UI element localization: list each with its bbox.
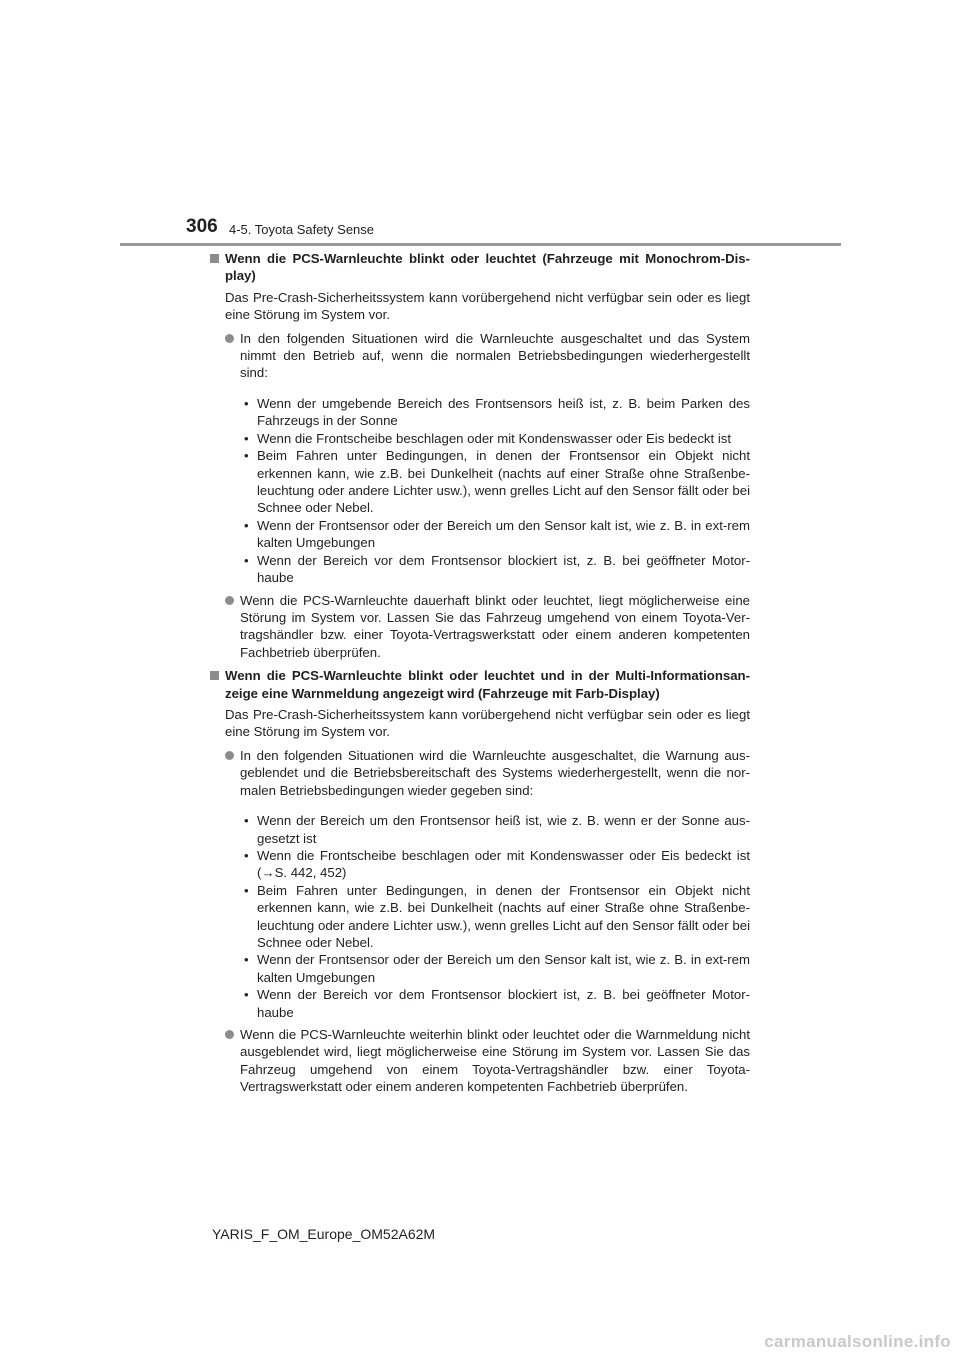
footer-doc-id: YARIS_F_OM_Europe_OM52A62M (212, 1226, 436, 1242)
bullet-item (240, 552, 750, 587)
section-heading (210, 250, 750, 285)
circle-bullet-icon (225, 596, 234, 605)
bullet-text: Wenn die Frontscheibe beschlagen oder mit Kondenswasser oder Eis bedeckt ist (257, 430, 732, 446)
section-intro: Das Pre-Crash-Sicherheitssystem kann vorübergehend nicht verfügbar sein oder es liegt eine Störung im System vor. (225, 706, 750, 740)
page-content (210, 250, 750, 1102)
dot-bullet-icon: • (244, 987, 249, 1003)
bullet-text: Wenn der Frontsensor oder der Bereich um den Sensor kalt ist, wie z. B. in ext-rem kalten Umgebungen (257, 952, 750, 985)
circle-bullet-icon (225, 334, 234, 343)
bullet-text: Wenn der Bereich vor dem Frontsensor blockiert ist, z. B. bei geöffneter Motor-haube (257, 987, 750, 1020)
dot-bullet-icon: • (244, 430, 249, 446)
bullet-item (240, 517, 750, 552)
dot-bullet-icon: • (244, 952, 249, 968)
dot-bullet-icon: • (244, 813, 249, 829)
bullet-item (240, 812, 750, 847)
bullet-text: Wenn der Bereich vor dem Frontsensor blockiert ist, z. B. bei geöffneter Motor-haube (257, 552, 750, 586)
bullet-item (240, 951, 750, 986)
section-intro: Das Pre-Crash-Sicherheitssystem kann vorübergehend nicht verfügbar sein oder es liegt eine Störung im System vor. (225, 289, 750, 323)
bullet-item (240, 882, 750, 952)
section-heading-text: Wenn die PCS-Warnleuchte blinkt oder leuchtet (Fahrzeuge mit Monochrom-Dis-play) (225, 251, 750, 284)
dot-bullet-icon: • (244, 847, 249, 863)
bullet-item (240, 430, 750, 447)
bullet-list (240, 812, 750, 1021)
bullet-text: Beim Fahren unter Bedingungen, in denen der Frontsensor ein Objekt nicht erkennen kann, wie z.B. bei Dunkelheit (nachts auf einer Straße ohne Straßenbe-leuchtung oder andere Lichter usw.), wenn grelles Licht auf den Sensor fällt oder bei Schnee oder Nebel. (257, 448, 750, 516)
circle-item-text: In den folgenden Situationen wird die Warnleuchte ausgeschaltet und das System nimmt den Betrieb auf, wenn die normalen Betriebsbedingungen wiederhergestellt sind: (240, 330, 750, 381)
page-header (0, 0, 960, 250)
circle-item-text: In den folgenden Situationen wird die Warnleuchte ausgeschaltet, die Warnung aus-geblendet und die Betriebsbereitschaft des Systems wiederhergestellt, wenn die nor-malen Betriebsbedingungen wieder gegeben sind: (240, 747, 750, 798)
circle-list-item (225, 330, 750, 382)
section-heading (210, 667, 750, 702)
bullet-text: Wenn der Frontsensor oder der Bereich um den Sensor kalt ist, wie z. B. in ext-rem kalten Umgebungen (257, 517, 750, 551)
section-monochrome-display (210, 250, 750, 661)
circle-item-text: Wenn die PCS-Warnleuchte dauerhaft blinkt oder leuchtet, liegt möglicherweise eine Störung im System vor. Lassen Sie das Fahrzeug umgehend von einem Toyota-Ver-tragshändler bzw. einer Toyota-Vertragswerkstatt oder einem anderen kompetenten Fachbetrieb überprüfen. (240, 592, 750, 660)
dot-bullet-icon: • (244, 517, 249, 533)
bullet-item (240, 395, 750, 430)
bullet-list (240, 395, 750, 586)
section-color-display (210, 667, 750, 1096)
bullet-text: Wenn der umgebende Bereich des Frontsensors heiß ist, z. B. beim Parken des Fahrzeugs in der Sonne (257, 396, 750, 429)
circle-bullet-icon (225, 751, 234, 760)
page-number: 306 (186, 216, 218, 237)
bullet-item (240, 847, 750, 882)
circle-list-item (225, 747, 750, 799)
dot-bullet-icon: • (244, 448, 249, 464)
dot-bullet-icon: • (244, 396, 249, 412)
dot-bullet-icon: • (244, 882, 249, 898)
bullet-item (240, 986, 750, 1021)
circle-bullet-icon (225, 1030, 234, 1039)
circle-item-text: Wenn die PCS-Warnleuchte weiterhin blinkt oder leuchtet oder die Warnmeldung nicht ausgeblendet wird, liegt möglicherweise eine Störung im System vor. Lassen Sie das Fahrzeug umgehend von einem Toyota-Vertragshändler bzw. einer Toyota-Vertragswerkstatt oder einem anderen kompetenten Fachbetrieb überprüfen. (240, 1027, 750, 1095)
header-divider (120, 243, 841, 246)
section-title: 4-5. Toyota Safety Sense (229, 222, 375, 237)
circle-list-item (225, 592, 750, 662)
watermark: carmanualsonline.info (764, 1332, 951, 1351)
bullet-text: Wenn die Frontscheibe beschlagen oder mit Kondenswasser oder Eis bedeckt ist (→S. 442, 452) (257, 847, 750, 881)
square-bullet-icon (210, 671, 219, 680)
bullet-text: Wenn der Bereich um den Frontsensor heiß ist, wie z. B. wenn er der Sonne aus-gesetzt ist (257, 813, 750, 846)
dot-bullet-icon: • (244, 552, 249, 568)
section-heading-text: Wenn die PCS-Warnleuchte blinkt oder leuchtet und in der Multi-Informationsan-zeige eine Warnmeldung angezeigt wird (Fahrzeuge mit Farb-Display) (225, 668, 750, 701)
square-bullet-icon (210, 254, 219, 263)
circle-list-item (225, 1026, 750, 1096)
bullet-item (240, 447, 750, 517)
bullet-text: Beim Fahren unter Bedingungen, in denen der Frontsensor ein Objekt nicht erkennen kann, wie z.B. bei Dunkelheit (nachts auf einer Straße ohne Straßenbe-leuchtung oder andere Lichter usw.), wenn grelles Licht auf den Sensor fällt oder bei Schnee oder Nebel. (257, 882, 750, 950)
